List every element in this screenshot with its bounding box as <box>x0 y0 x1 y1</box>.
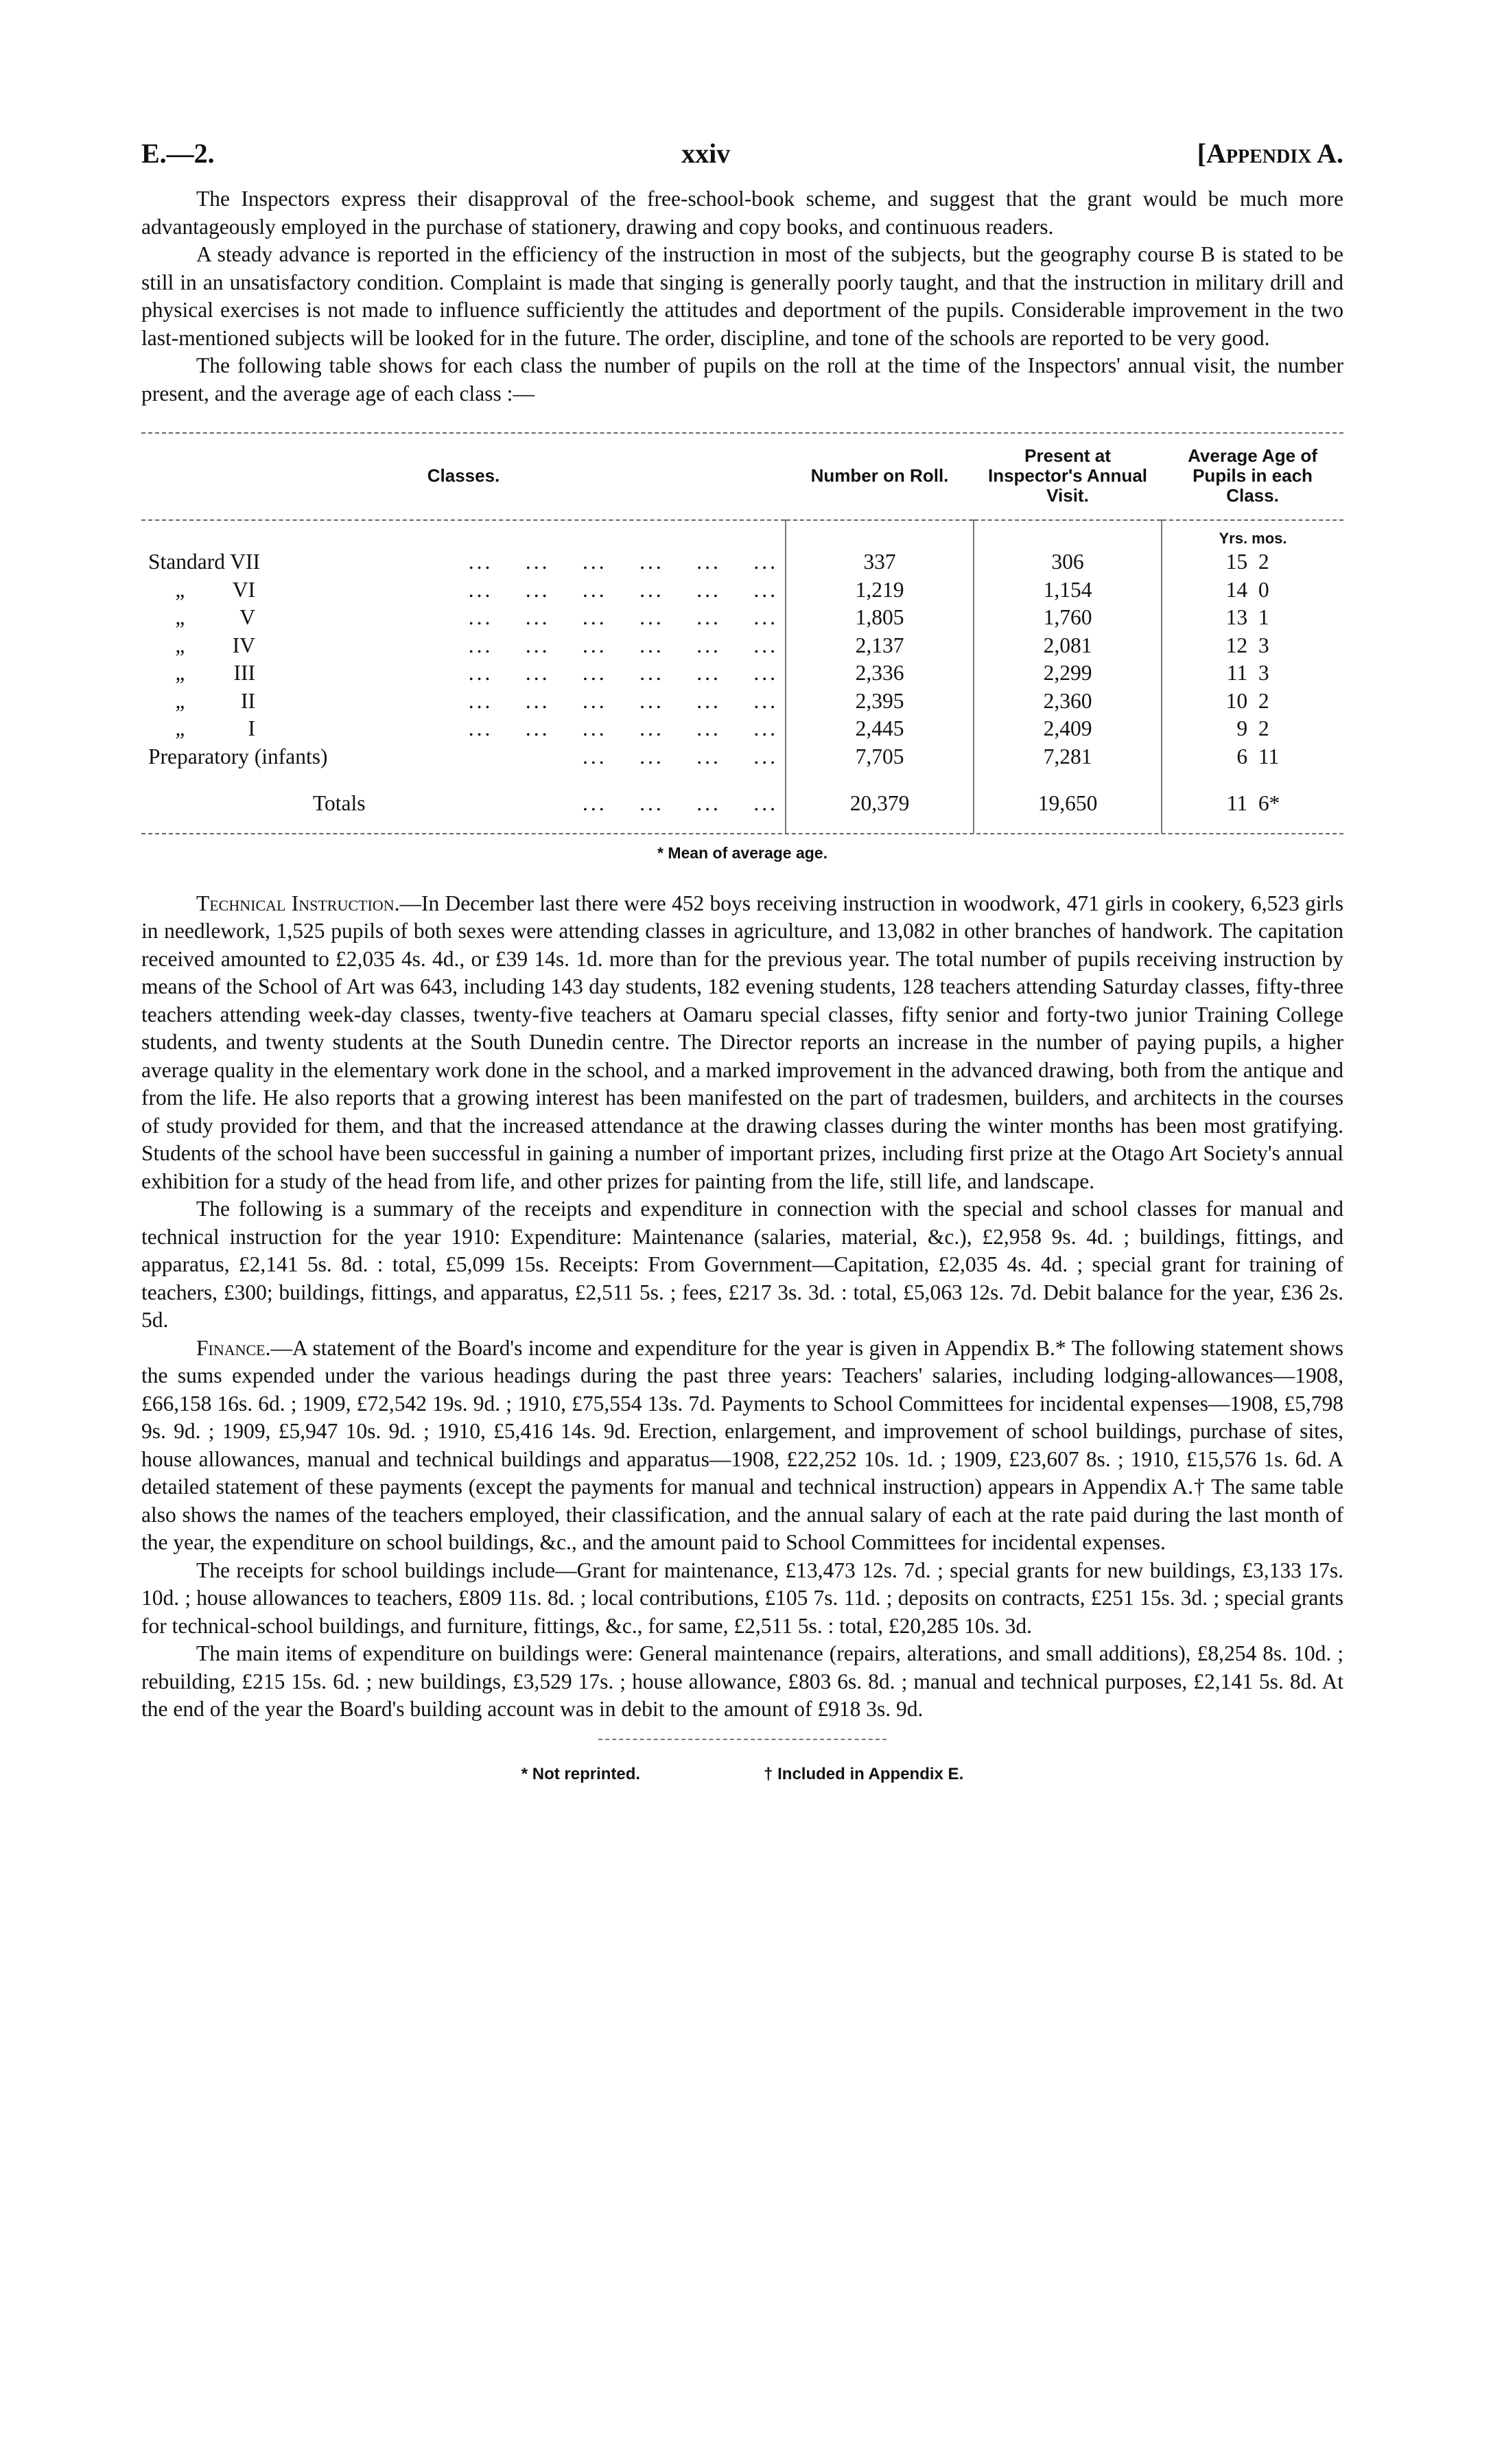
paragraph-steady-advance: A steady advance is reported in the efficiency of the instruction in most of the subjects, but the geography course B is stated to be still in an unsatisfactory condition. Complaint is made that singing is generally poorly taught, and that the instruction in military drill and physical exercises is not made to influence sufficiently the attitudes and deportment of the pupils. Considerable improvement in the two last-mentioned subjects will be looked for in the future. The order, discipline, and tone of the schools are reported to be very good. <box>141 242 1343 350</box>
age-value: 10 2 <box>1162 688 1343 716</box>
roll-value: 1,219 <box>786 576 974 605</box>
finance-text: —A statement of the Board's income and expenditure for the year is given in Appendix B.* The following statement shows the sums expended under the various headings during the past three years: Teachers' salaries, including lodging-allowances—1908, £66,158 16s. 6d. ; 1909, £72,542 19s. 9d. ; 1910, £75,554 13s. 7d. Payments to School Committees for incidental expenses—1908, £5,798 9s. 9d. ; 1909, £5,947 10s. 9d. ; 1910, £5,416 14s. 9d. Erection, enlargement, and improvement of school buildings, purchase of sites, house allowances, manual and technical buildings and apparatus—1908, £22,252 10s. 1d. ; 1909, £23,607 8s. ; 1910, £15,576 1s. 6d. A detailed statement of these payments (except the payments for manual and technical instruction) appears in Appendix A.† The same table also shows the names of the teachers employed, their classification, and the annual salary of each at the rate paid during the last month of the year, the expenditure on school buildings, &c., and the amount paid to School Committees for incidental expenses. <box>141 1335 1343 1554</box>
age-value: 11 3 <box>1162 659 1343 688</box>
age-value: 15 2 <box>1162 548 1343 576</box>
table-header-row <box>141 434 1343 520</box>
age-value: 14 0 <box>1162 576 1343 605</box>
leader-dots: ... ... ... ... ... ... <box>468 633 778 657</box>
technical-text: —In December last there were 452 boys receiving instruction in woodwork, 471 girls in cookery, 6,523 girls in needlework, 1,525 pupils of both sexes were attending classes in agriculture, and 13,082 in other branches of handwork. The capitation received amounted to £2,035 4s. 4d., or £39 14s. 1d. more than for the previous year. The total number of pupils receiving instruction by means of the School of Art was 643, including 143 day students, 182 evening students, 128 teachers attending Saturday classes, fifty-three teachers attending week-day classes, twenty-five teachers at Oamaru special classes, fifty senior and forty-two junior Training College students, and twenty students at the South Dunedin centre. The Director reports an increase in the number of paying pupils, a higher average quality in the elementary work done in the school, and a marked improvement in the advanced drawing, both from the antique and from the life. He also reports that a growing interest has been manifested on the part of tradesmen, builders, and architects in the courses of study provided for them, and that the increased attendance at the drawing classes during the winter months has been most gratifying. Students of the school have been successful in gaining a number of important prizes, including first prize at the Otago Art Society's annual exhibition for a study of the head from life, and other prizes for painting from the life, still life, and landscape. <box>141 891 1343 1193</box>
class-table-wrapper <box>141 432 1343 863</box>
age-value: 12 3 <box>1162 632 1343 660</box>
roll-value: 2,137 <box>786 632 974 660</box>
class-name: Preparatory (infants) <box>148 744 328 768</box>
header-right: [Appendix A. <box>1197 138 1343 169</box>
paragraph-receipts: The receipts for school buildings include—Grant for maintenance, £13,473 12s. 7d. ; special grants for new buildings, £3,133 17s. 10d. ; house allowances to teachers, £809 11s. 8d. ; local contributions, £105 7s. 11d. ; deposits on contracts, £251 15s. 3d. ; special grants for technical-school buildings, and furniture, fittings, &c., for same, £2,511 5s. : total, £20,285 10s. 3d. <box>141 1558 1343 1638</box>
technical-heading: Technical Instruction. <box>196 891 400 915</box>
header-age: Average Age of Pupils in each Class. <box>1188 445 1317 506</box>
present-value: 2,299 <box>974 659 1162 688</box>
leader-dots: ... ... ... ... ... ... <box>468 688 778 713</box>
totals-label: Totals <box>313 791 366 815</box>
units-row <box>141 520 1343 548</box>
table-row <box>141 604 1343 632</box>
leader-dots: ... ... ... ... ... ... <box>468 550 778 574</box>
present-value: 306 <box>974 548 1162 576</box>
roll-value: 1,805 <box>786 604 974 632</box>
leader-dots: ... ... ... ... ... ... <box>468 577 778 602</box>
totals-age: 11 6* <box>1162 771 1343 833</box>
table-row <box>141 548 1343 576</box>
class-name: III <box>233 661 255 685</box>
paragraph-technical <box>141 890 1343 1196</box>
present-value: 2,360 <box>974 688 1162 716</box>
class-table <box>141 434 1343 833</box>
paragraph-expenditure: The main items of expenditure on buildings were: General maintenance (repairs, alterations, and small additions), £8,254 8s. 10d. ; rebuilding, £215 15s. 6d. ; new buildings, £3,529 17s. ; house allowance, £803 6s. 8d. ; manual and technical purposes, £2,141 5s. 8d. At the end of the year the Board's building account was in debit to the amount of £918 3s. 9d. <box>141 1641 1343 1721</box>
leader-dots: ... ... ... ... ... ... <box>468 605 778 629</box>
totals-row <box>141 771 1343 833</box>
age-value: 9 2 <box>1162 715 1343 743</box>
header-classes: Classes. <box>427 465 500 486</box>
class-prefix: Standard <box>148 550 225 574</box>
age-value: 6 11 <box>1162 743 1343 771</box>
class-name: V <box>239 605 255 629</box>
class-name: VII <box>230 550 261 574</box>
header-left: E.—2. <box>141 138 215 169</box>
paragraph-finance <box>141 1335 1343 1557</box>
table-row <box>141 688 1343 716</box>
paragraph-table-intro: The following table shows for each class the number of pupils on the roll at the time of the Inspectors' annual visit, the number present, and the average age of each class :— <box>141 353 1343 406</box>
class-prefix: „ <box>175 688 187 713</box>
present-value: 1,760 <box>974 604 1162 632</box>
class-prefix: „ <box>175 661 187 685</box>
class-name: VI <box>232 577 255 602</box>
present-value: 7,281 <box>974 743 1162 771</box>
class-name: IV <box>232 633 255 657</box>
header-page-number: xxiv <box>681 138 731 169</box>
age-value: 13 1 <box>1162 604 1343 632</box>
table-row <box>141 659 1343 688</box>
footnote-appendix-e: † Included in Appendix E. <box>764 1764 964 1783</box>
paragraph-summary: The following is a summary of the receipts and expenditure in connection with the special and school classes for manual and technical instruction for the year 1910: Expenditure: Maintenance (salaries, material, &c.), £2,958 9s. 4d. ; buildings, fittings, and apparatus, £2,141 5s. 8d. : total, £5,099 15s. Receipts: From Government—Capitation, £2,035 4s. 4d. ; special grant for training of teachers, £300; buildings, fittings, and apparatus, £2,511 5s. ; fees, £217 3s. 3d. : total, £5,063 12s. 7d. Debit balance for the year, £36 2s. 5d. <box>141 1197 1343 1332</box>
roll-value: 7,705 <box>786 743 974 771</box>
leader-dots: ... ... ... ... <box>583 791 778 815</box>
table-row <box>141 743 1343 771</box>
leader-dots: ... ... ... ... ... ... <box>468 716 778 740</box>
class-prefix: „ <box>175 605 187 629</box>
table-row <box>141 632 1343 660</box>
age-units: Yrs. mos. <box>1162 520 1343 548</box>
footnote-not-reprinted: * Not reprinted. <box>521 1764 641 1783</box>
class-name: II <box>241 688 255 713</box>
roll-value: 2,336 <box>786 659 974 688</box>
leader-dots: ... ... ... ... ... ... <box>468 661 778 685</box>
roll-value: 2,395 <box>786 688 974 716</box>
finance-heading: Finance. <box>196 1335 271 1360</box>
table-row <box>141 576 1343 605</box>
leader-dots: ... ... ... ... <box>583 744 778 768</box>
roll-value: 337 <box>786 548 974 576</box>
header-present: Present at Inspector's Annual Visit. <box>987 445 1148 506</box>
class-name: I <box>248 716 255 740</box>
present-value: 2,081 <box>974 632 1162 660</box>
table-bottom-rule <box>141 833 1343 834</box>
page-header <box>141 137 1343 185</box>
totals-roll: 20,379 <box>786 771 974 833</box>
present-value: 2,409 <box>974 715 1162 743</box>
page-footnotes <box>141 1765 1343 1784</box>
document-page <box>141 137 1343 1784</box>
table-footnote: * Mean of average age. <box>657 843 827 862</box>
class-prefix: „ <box>175 716 187 740</box>
present-value: 1,154 <box>974 576 1162 605</box>
class-prefix: „ <box>175 577 187 602</box>
roll-value: 2,445 <box>786 715 974 743</box>
footnote-rule <box>598 1739 887 1740</box>
header-roll: Number on Roll. <box>810 465 949 486</box>
paragraph-free-books: The Inspectors express their disapproval of the free-school-book scheme, and suggest that the grant would be much more advantageously employed in the purchase of stationery, drawing and copy books, and continuous readers. <box>141 187 1343 239</box>
class-prefix: „ <box>175 633 187 657</box>
table-row <box>141 715 1343 743</box>
totals-present: 19,650 <box>974 771 1162 833</box>
